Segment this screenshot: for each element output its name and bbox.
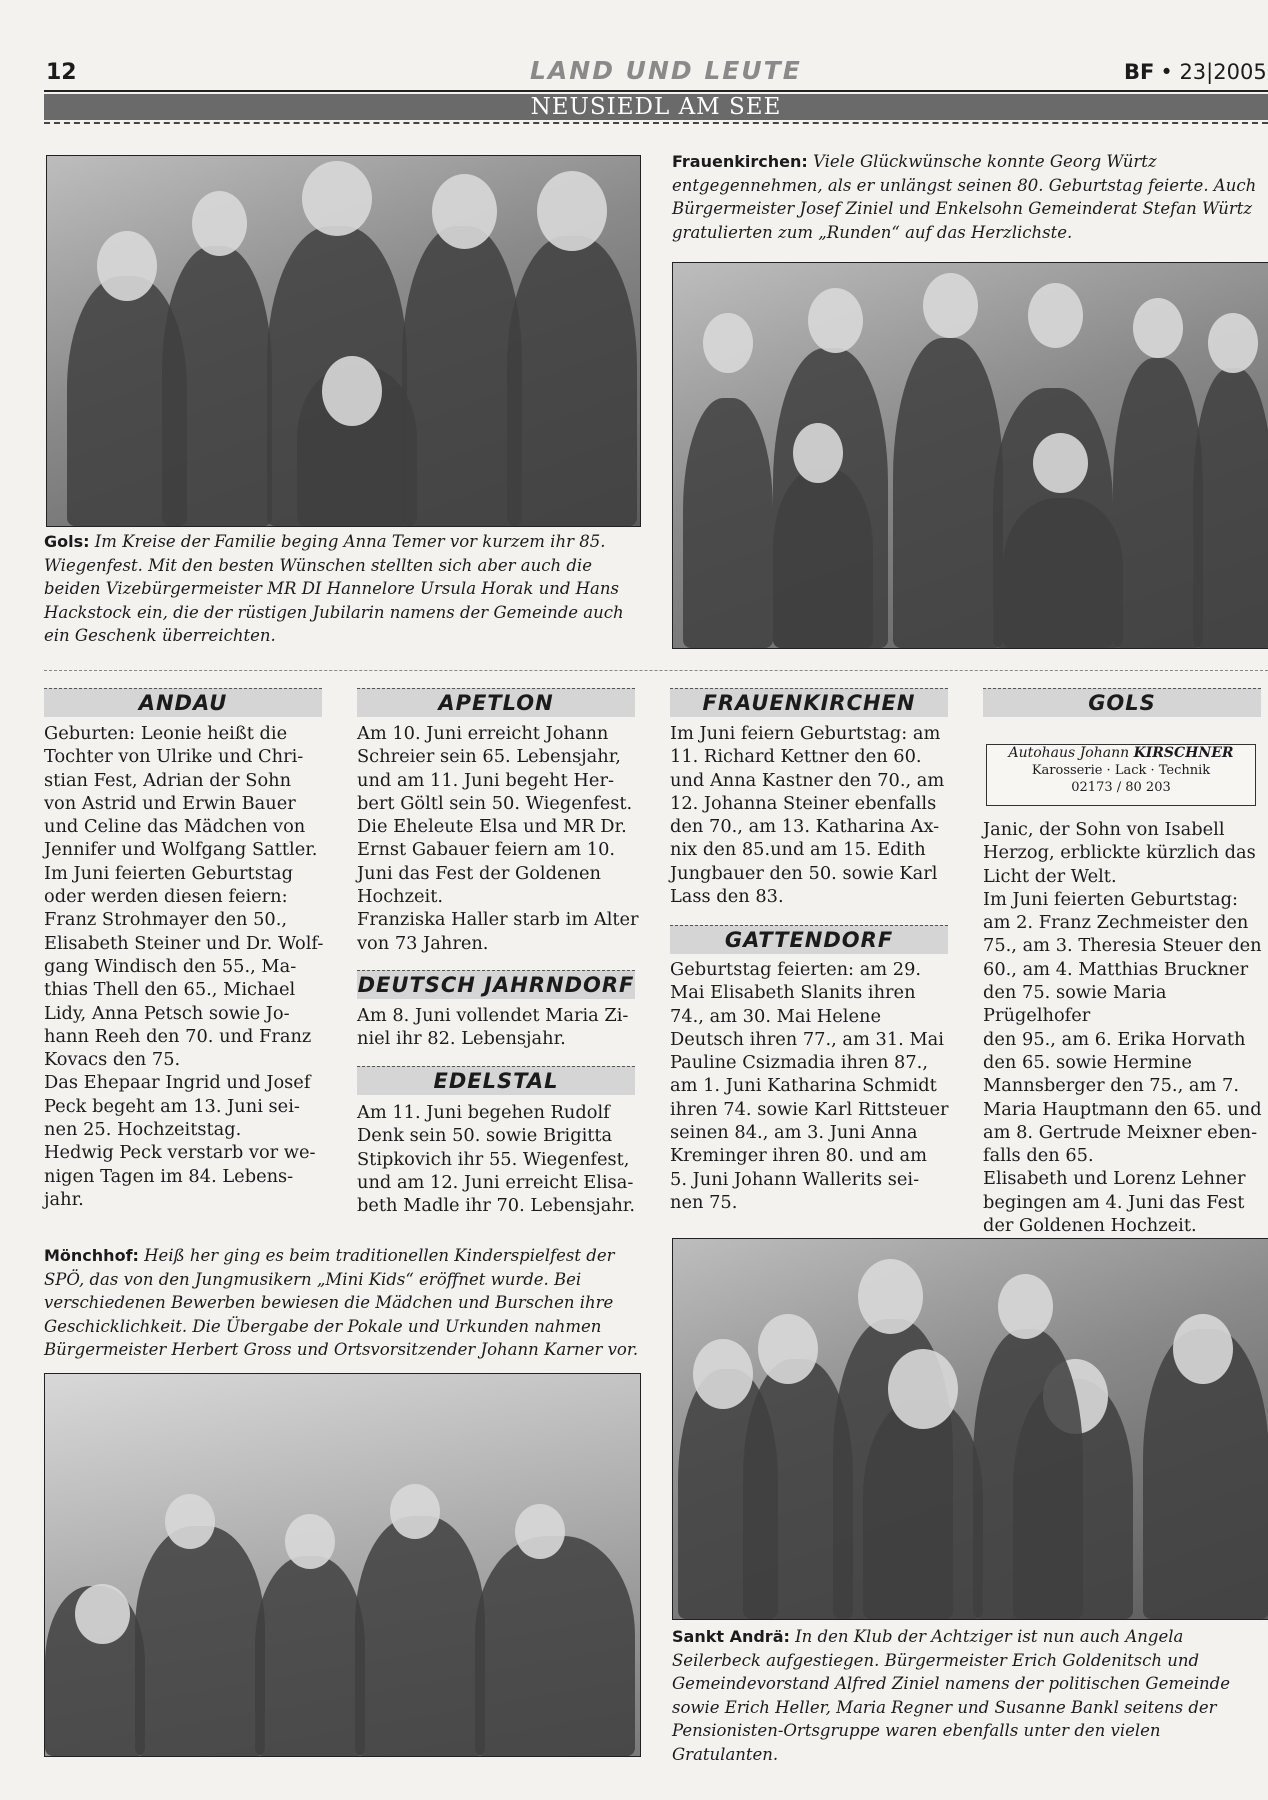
- heading-edelstal: EDELSTAL: [357, 1066, 635, 1095]
- ad-prefix: Autohaus: [1008, 745, 1076, 761]
- caption-frauenkirchen-place: Frauenkirchen:: [672, 152, 808, 171]
- caption-sankt-andrae-text: In den Klub der Achtziger ist nun auch Angela Seilerbeck aufgestiegen. Bürgermeister Erich Goldenitsch und Gemeindevorstand Alfred Ziniel namens der politischen Gemeinde sowie Erich Heller, Maria Regner und Susanne Bankl seitens der Pensionisten-Ortsgruppe waren ebenfalls unter den vielen Gratulanten.: [672, 1627, 1230, 1764]
- issue-number: 23|2005: [1179, 60, 1267, 84]
- article-apetlon: Am 10. Juni erreicht Johann Schreier sein 65. Lebensjahr, und am 11. Juni begeht Her- bert Göltl sein 50. Wiegenfest. Die Eheleute Elsa und MR Dr. Ernst Gabauer feiern am 10. Juni das Fest der Goldenen Hochzeit. Franziska Haller starb im Alter von 73 Jahren.: [357, 723, 639, 954]
- photo-gols: [46, 155, 641, 527]
- ad-surname: KIRSCHNER: [1133, 745, 1234, 761]
- section-divider: [44, 122, 1268, 124]
- caption-frauenkirchen-text: Viele Glückwünsche konnte Georg Würtz entgegennehmen, als er unlängst seinen 80. Geburtstag feierte. Auch Bürgermeister Josef Ziniel und Enkelsohn Gemeinderat Stefan Würtz gratulierten zum „Runden“ auf das Herzlichste.: [672, 152, 1257, 242]
- photo-sankt-andrae: [672, 1238, 1268, 1620]
- article-deutsch-jahrndorf: Am 8. Juni vollendet Maria Zi- niel ihr 82. Lebensjahr.: [357, 1005, 629, 1050]
- section-title: NEUSIEDL AM SEE: [44, 94, 1268, 120]
- heading-apetlon: APETLON: [357, 688, 635, 717]
- header-rule: [44, 90, 1268, 92]
- caption-moenchhof-place: Mönchhof:: [44, 1246, 139, 1265]
- article-frauenkirchen: Im Juni feiern Geburtstag: am 11. Richard Kettner den 60. und Anna Kastner den 70., am 12. Johanna Steiner ebenfalls den 70., am 13. Katharina Ax- nix den 85.und am 15. Edith Jungbauer den 50. sowie Karl Lass den 83.: [670, 723, 945, 908]
- heading-frauenkirchen: FRAUENKIRCHEN: [670, 688, 948, 717]
- article-edelstal: Am 11. Juni begehen Rudolf Denk sein 50. sowie Brigitta Stipkovich ihr 55. Wiegenfest, und am 12. Juni erreicht Elisa- beth Madle ihr 70. Lebensjahr.: [357, 1102, 636, 1217]
- caption-gols-text: Im Kreise der Familie beging Anna Temer vor kurzem ihr 85. Wiegenfest. Mit den besten Wünschen stellten sich aber auch die beiden Vizebürgermeister MR DI Hannelore Ursula Horak und Hans Hackstock ein, die der rüstigen Jubilarin namens der Gemeinde auch ein Geschenk überreichten.: [44, 532, 624, 645]
- running-head: LAND UND LEUTE: [530, 56, 802, 85]
- heading-deutsch-jahrndorf: DEUTSCH JAHRNDORF: [357, 970, 635, 999]
- ad-phone: 02173 / 80 203: [1071, 780, 1171, 795]
- caption-gols: [44, 530, 644, 648]
- caption-moenchhof: [44, 1244, 644, 1362]
- heading-gattendorf: GATTENDORF: [670, 925, 948, 954]
- article-gols: Janic, der Sohn von Isabell Herzog, erblickte kürzlich das Licht der Welt. Im Juni feierten Geburtstag: am 2. Franz Zechmeister den 75., am 3. Theresia Steuer den 60., am 4. Matthias Bruckner den 75. sowie Maria Prügelhofer den 95., am 6. Erika Horvath den 65. sowie Hermine Mannsberger den 75., am 7. Maria Hauptmann den 65. und am 8. Gertrude Meixner eben- falls den 65. Elisabeth und Lorenz Lehner begingen am 4. Juni das Fest der Goldenen Hochzeit.: [983, 819, 1262, 1237]
- article-andau: Geburten: Leonie heißt die Tochter von Ulrike und Chri- stian Fest, Adrian der Sohn von Astrid und Erwin Bauer und Celine das Mädchen von Jennifer und Wolfgang Sattler. Im Juni feierten Geburtstag oder werden diesen feiern: Franz Strohmayer den 50., Elisabeth Steiner und Dr. Wolf- gang Windisch den 55., Ma- thias Thell den 65., Michael Lidy, Anna Petsch sowie Jo- hann Reeh den 70. und Franz Kovacs den 75. Das Ehepaar Ingrid und Josef Peck begeht am 13. Juni sei- nen 25. Hochzeitstag. Hedwig Peck verstarb vor we- nigen Tagen im 84. Lebens- jahr.: [44, 723, 324, 1210]
- photo-moenchhof: [44, 1373, 641, 1757]
- photo-frauenkirchen: [672, 262, 1268, 649]
- caption-gols-place: Gols:: [44, 532, 90, 551]
- caption-frauenkirchen: [672, 150, 1268, 244]
- heading-andau: ANDAU: [44, 688, 322, 717]
- caption-sankt-andrae: [672, 1625, 1268, 1766]
- heading-gols: GOLS: [983, 688, 1261, 717]
- ad-services: Karosserie · Lack · Technik: [1031, 763, 1211, 778]
- ad-autohaus-kirschner: [986, 744, 1256, 806]
- issue-separator: •: [1160, 60, 1173, 84]
- ad-first-name: Johann: [1079, 745, 1130, 761]
- caption-sankt-andrae-place: Sankt Andrä:: [672, 1627, 790, 1646]
- caption-moenchhof-text: Heiß her ging es beim traditionellen Kinderspielfest der SPÖ, das von den Jungmusikern „Mini Kids“ eröffnet wurde. Bei verschiedenen Bewerben bewiesen die Mädchen und Burschen ihre Geschicklichkeit. Die Übergabe der Pokale und Urkunden nahmen Bürgermeister Herbert Gross und Ortsvorsitzender Johann Karner vor.: [44, 1246, 639, 1359]
- ad-company-name: [987, 745, 1255, 762]
- publication-name: BF: [1124, 60, 1155, 84]
- article-gattendorf: Geburtstag feierten: am 29. Mai Elisabeth Slanits ihren 74., am 30. Mai Helene Deutsch ihren 77., am 31. Mai Pauline Csizmadia ihren 87., am 1. Juni Katharina Schmidt ihren 74. sowie Karl Rittsteuer seinen 84., am 3. Juni Anna Kreminger ihren 80. und am 5. Juni Johann Wallerits sei- nen 75.: [670, 959, 949, 1213]
- issue-info: [1124, 60, 1267, 84]
- photo-divider: [44, 670, 1268, 671]
- page-number: 12: [46, 60, 77, 85]
